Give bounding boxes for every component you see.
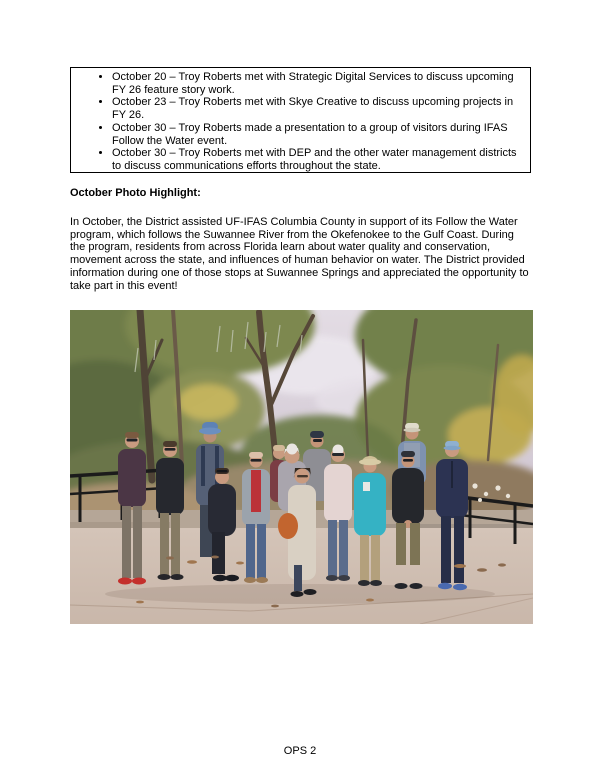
activity-list	[71, 71, 530, 173]
group-photo	[70, 310, 533, 624]
photo-highlight-paragraph: In October, the District assisted UF-IFAS Columbia County in support of its Follow the Water program, which follows the Suwannee River from the Okefenokee to the Gulf Coast. During the program, residents from across Florida learn about water quality and conservation, movement across the state, and influences of human behavior on water. The District provided information during one of those stops at Suwannee Springs and appreciated the opportunity to take part in this event!	[70, 216, 529, 292]
photo-highlight-heading: October Photo Highlight:	[70, 187, 201, 199]
activity-item: • October 30 – Troy Roberts made a presentation to a group of visitors during IFAS Follow the Water event.	[112, 122, 528, 147]
activity-item: • October 20 – Troy Roberts met with Strategic Digital Services to discuss upcoming FY 26 feature story work.	[112, 71, 528, 96]
group-photo-illustration	[70, 310, 533, 624]
page-footer: OPS 2	[283, 745, 317, 757]
activity-item: • October 30 – Troy Roberts met with DEP and the other water management districts to discuss communications efforts throughout the state.	[112, 147, 528, 172]
activity-item: • October 23 – Troy Roberts met with Skye Creative to discuss upcoming projects in FY 26.	[112, 96, 528, 121]
activity-summary-box	[70, 67, 531, 173]
